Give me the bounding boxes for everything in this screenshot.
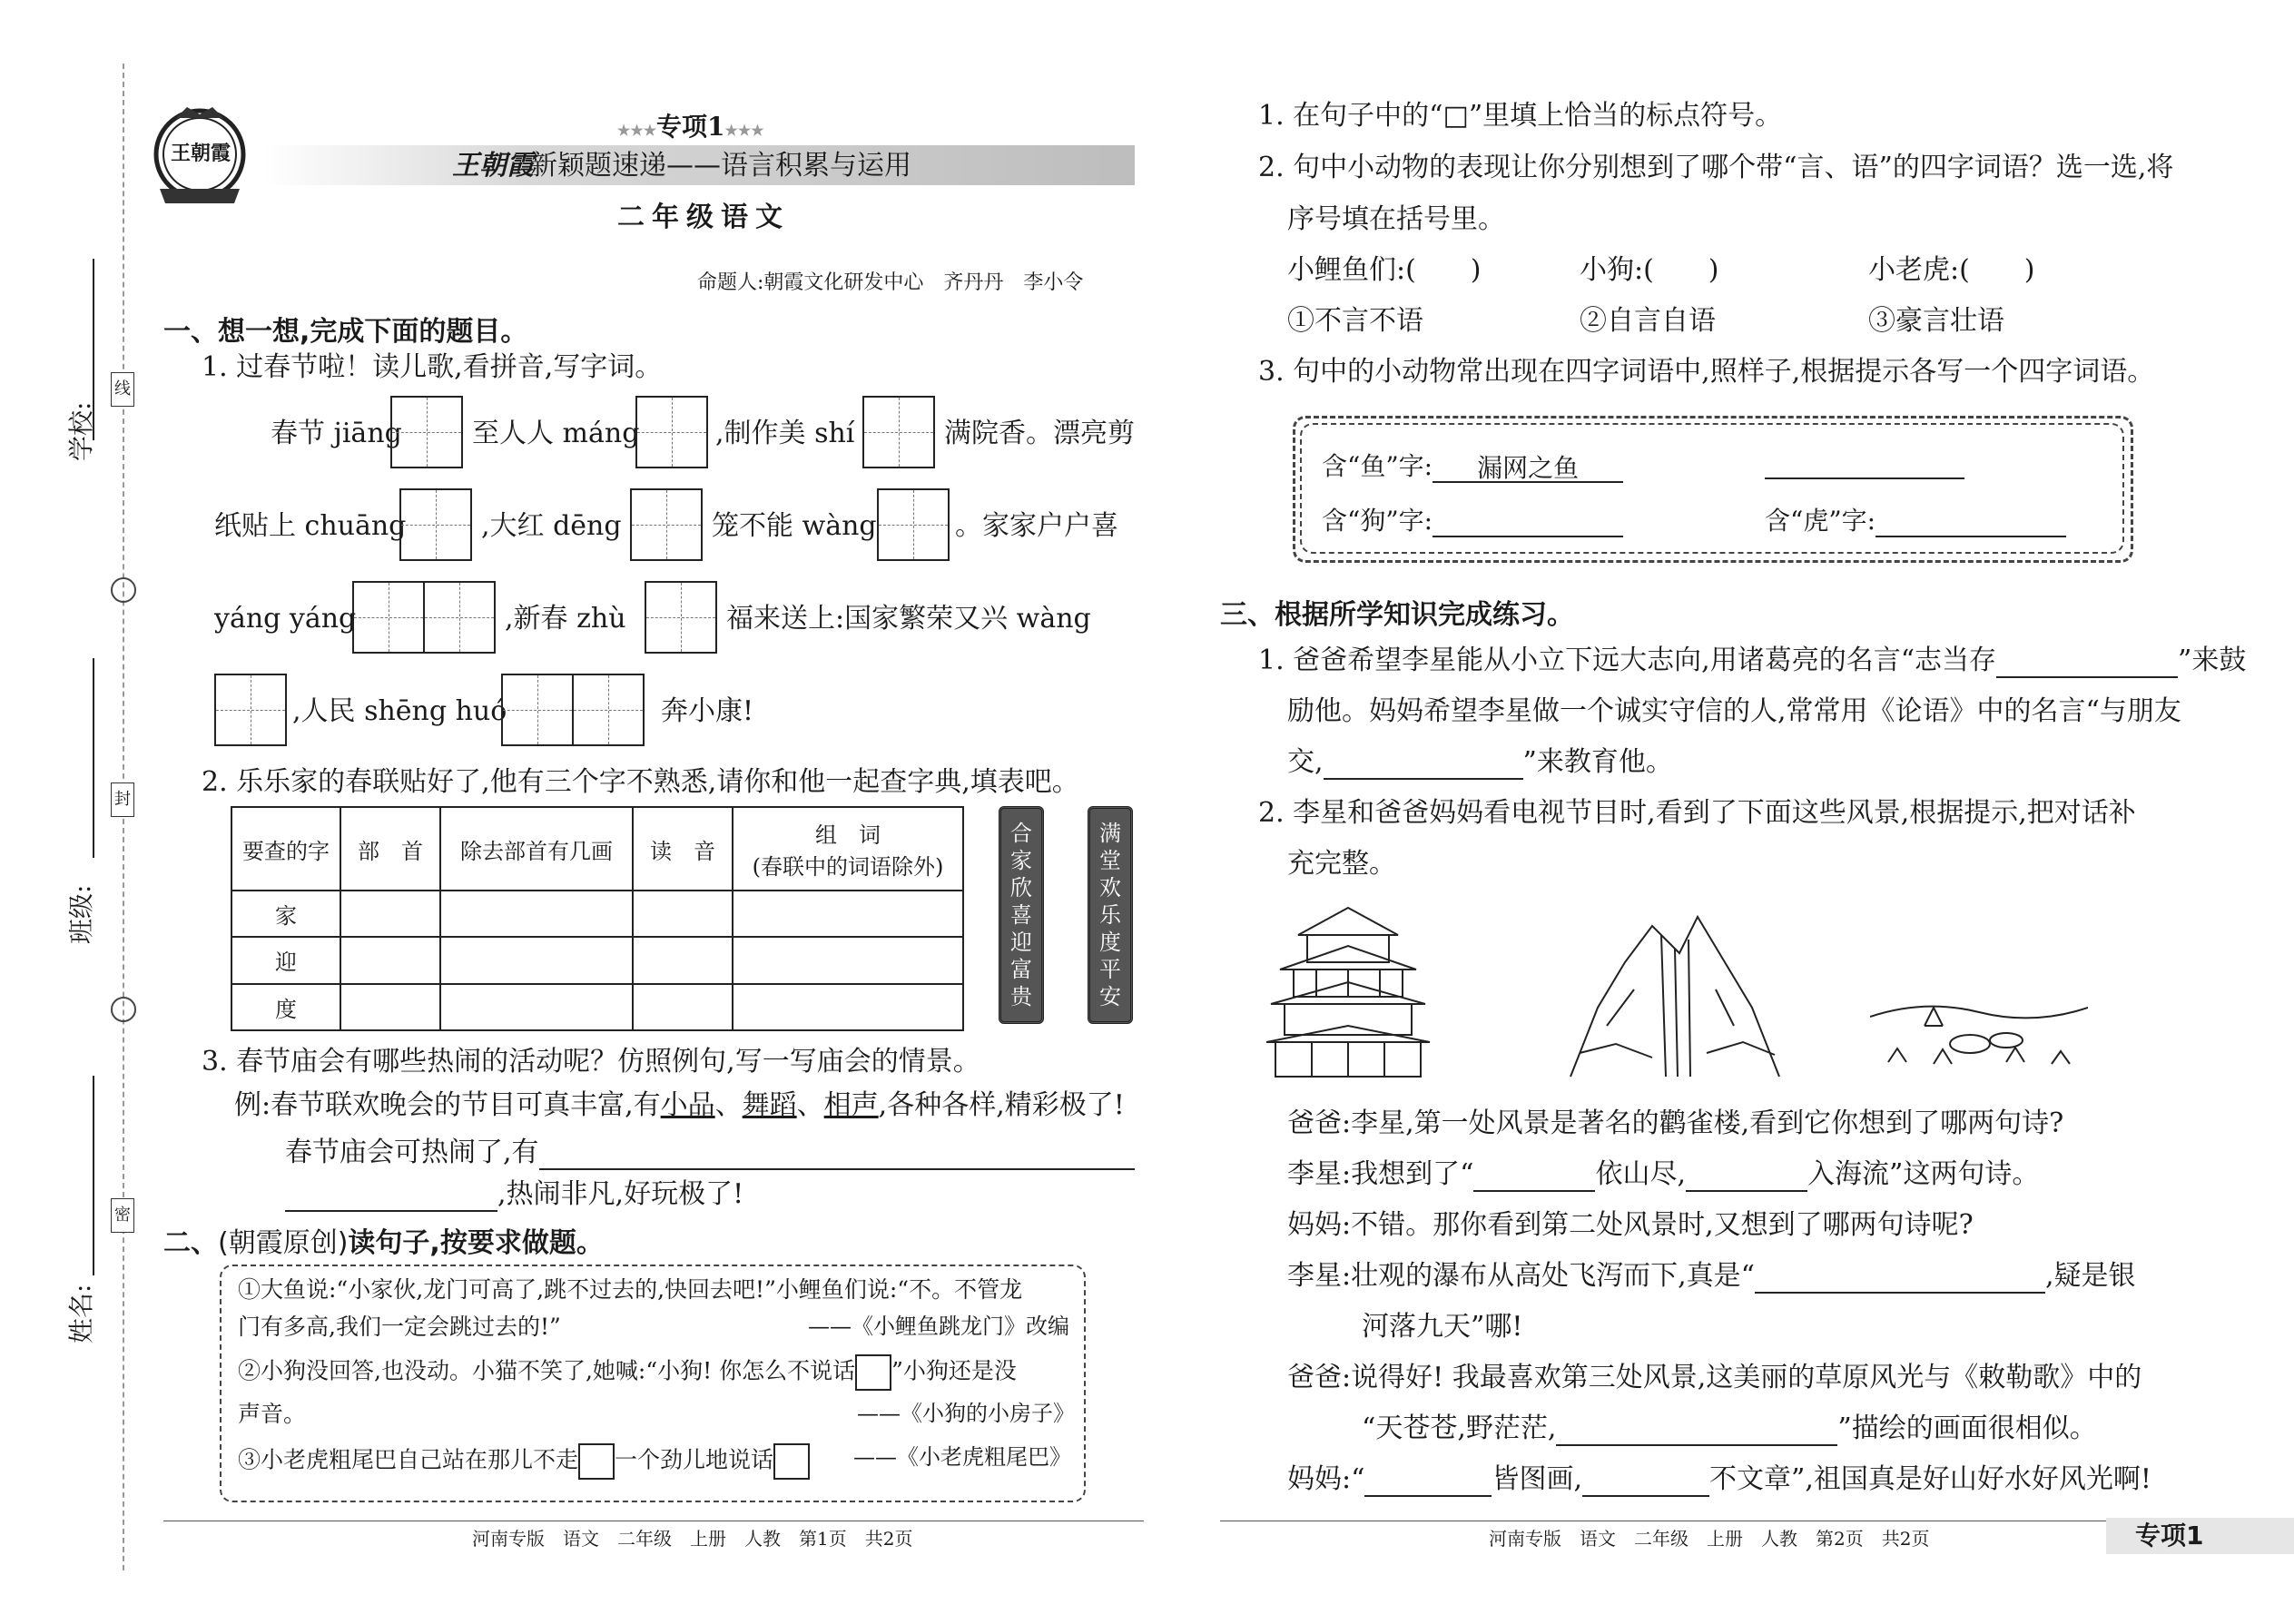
- punctuation-box[interactable]: [578, 1443, 615, 1480]
- fish-example: 漏网之鱼: [1477, 453, 1580, 484]
- answer-box[interactable]: [390, 396, 463, 468]
- q1-r1-text: ,制作美 shí: [715, 418, 855, 449]
- answer-blank[interactable]: [1364, 1466, 1492, 1497]
- s3-q1a: 1. 爸爸希望李星能从小立下远大志向,用诸葛亮的名言“志当存 ”来鼓: [1258, 645, 2247, 676]
- passage-2a: ②小狗没回答,也没动。小猫不笑了,她喊:“小狗! 你怎么不说话 ”小狗还是没: [238, 1354, 1017, 1391]
- dialogue-4: 李星:壮观的瀑布从高处飞泻而下,真是“ ,疑是银: [1287, 1260, 2136, 1292]
- dog-line: 含“狗”字:: [1322, 505, 1623, 537]
- binding-mark-secret: 密: [111, 1198, 134, 1233]
- brand-logo-text: 王朝霞: [171, 142, 231, 165]
- option-2: ②自言自语: [1580, 305, 1716, 337]
- table-cell[interactable]: [633, 891, 733, 937]
- answer-blank[interactable]: [1765, 477, 1964, 479]
- name-label: 姓名:: [66, 1284, 96, 1343]
- answer-box-group: [645, 581, 717, 654]
- s2-q2b: 序号填在括号里。: [1287, 203, 1505, 235]
- answer-blank[interactable]: [539, 1139, 1135, 1170]
- q1-stem: 1. 过春节啦！读儿歌,看拼音,写字词。: [202, 351, 663, 383]
- q3-line1: 春节庙会可热闹了,有: [285, 1135, 1135, 1170]
- q1-r3-text: ,新春 zhù: [505, 603, 626, 635]
- header-brand: 王朝霞: [452, 150, 534, 182]
- star-icon: ★★★: [617, 122, 657, 139]
- passage-2b: 声音。: [238, 1401, 307, 1427]
- table-row: [231, 984, 963, 1030]
- q1-r1-text: 满院香。漂亮剪: [944, 418, 1135, 449]
- answer-box[interactable]: [645, 581, 717, 654]
- dialogue-5b: “天苍苍,野茫茫, ”描绘的画面很相似。: [1362, 1412, 2097, 1444]
- choice-label-carp[interactable]: 小鲤鱼们:( ): [1287, 254, 1482, 286]
- table-cell: 度: [231, 984, 340, 1030]
- answer-box-group: [862, 396, 935, 468]
- passage-2-source: ——《小狗的小房子》: [857, 1401, 1075, 1426]
- binding-mark-line: 线: [111, 372, 134, 407]
- answer-box-group: [399, 488, 472, 561]
- couplet-right: 满 堂 欢 乐 度 平 安: [1088, 806, 1133, 1024]
- answer-box-group: [630, 488, 703, 561]
- table-row: [231, 937, 963, 983]
- answer-blank[interactable]: [1433, 507, 1623, 537]
- table-cell[interactable]: [340, 984, 440, 1030]
- answer-box-group: [501, 674, 645, 746]
- table-cell[interactable]: [633, 937, 733, 983]
- authors: 命题人:朝霞文化研发中心 齐丹丹 李小令: [697, 271, 1084, 294]
- table-cell[interactable]: [733, 937, 963, 983]
- tower-illustration: [1262, 899, 1434, 1080]
- punctuation-box[interactable]: [773, 1443, 810, 1480]
- answer-blank[interactable]: [1582, 1466, 1709, 1497]
- passage-1-source: ——《小鲤鱼跳龙门》改编: [808, 1314, 1069, 1339]
- table-header: 读 音: [633, 807, 733, 891]
- table-cell[interactable]: [440, 937, 633, 983]
- answer-box[interactable]: [399, 488, 472, 561]
- fish-line: 含“鱼”字: 漏网之鱼: [1322, 450, 1623, 483]
- option-3: ③豪言壮语: [1868, 305, 2004, 337]
- q1-r2-text: 纸贴上 chuāng: [214, 510, 407, 542]
- answer-blank[interactable]: [1755, 1263, 2045, 1294]
- choice-label-tiger[interactable]: 小老虎:( ): [1868, 254, 2035, 286]
- q1-r3-text: 福来送上:国家繁荣又兴 wàng: [726, 603, 1091, 635]
- page-title: 新颖题速递——语言积累与运用: [530, 150, 911, 182]
- table-cell[interactable]: [733, 891, 963, 937]
- answer-box-group: [635, 396, 708, 468]
- q1-r2-text: 。家家户户喜: [955, 510, 1118, 542]
- table-cell[interactable]: [440, 984, 633, 1030]
- dialogue-5: 爸爸:说得好! 我最喜欢第三处风景,这美丽的草原风光与《敕勒歌》中的: [1287, 1362, 2142, 1393]
- table-header: 要查的字: [231, 807, 340, 891]
- grassland-illustration: [1870, 962, 2088, 1080]
- answer-box[interactable]: [862, 396, 935, 468]
- table-cell: 迎: [231, 937, 340, 983]
- q3-example: 例:春节联欢晚会的节目可真丰富,有小品、舞蹈、相声,各种各样,精彩极了!: [234, 1089, 1125, 1121]
- q1-r4-text: 奔小康!: [661, 695, 754, 727]
- option-1: ①不言不语: [1287, 305, 1423, 337]
- page-subtitle: 二年级语文: [617, 202, 790, 233]
- answer-blank[interactable]: [1876, 507, 2066, 537]
- answer-box[interactable]: [352, 581, 425, 654]
- s2-q3: 3. 句中的小动物常出现在四字词语中,照样子,根据提示各写一个四字词语。: [1258, 356, 2155, 388]
- dictionary-table: [231, 806, 964, 1031]
- s2-q1: 1. 在句子中的“□”里填上恰当的标点符号。: [1258, 100, 1783, 132]
- binding-dashed-line: [123, 64, 124, 1570]
- binding-rosette-icon: [111, 577, 136, 603]
- dialogue-1: 爸爸:李星,第一处风景是著名的鹳雀楼,看到它你想到了哪两句诗?: [1287, 1107, 2064, 1139]
- s3-q2a: 2. 李星和爸爸妈妈看电视节目时,看到了下面这些风景,根据提示,把对话补: [1258, 797, 2136, 829]
- footer-right: 河南专版 语文 二年级 上册 人教 第2页 共2页: [1489, 1528, 1930, 1550]
- passage-3: ③小老虎粗尾巴自己站在那儿不走 一个劲儿地说话: [238, 1443, 810, 1480]
- q1-r1-text: 春节 jiāng: [271, 418, 402, 449]
- waterfall-illustration: [1561, 899, 1788, 1080]
- answer-box-group: [390, 396, 463, 468]
- series-label: ★★★专项1★★★: [617, 112, 764, 142]
- passage-1b: 门有多高,我们一定会跳过去的!”: [238, 1314, 561, 1340]
- binding-rosette-icon: [111, 997, 136, 1022]
- q1-r2-text: ,大红 dēng: [481, 510, 622, 542]
- answer-blank[interactable]: [1473, 1161, 1595, 1192]
- tiger-line: 含“虎”字:: [1765, 505, 2066, 537]
- section-3-title: 三、根据所学知识完成练习。: [1220, 599, 1574, 631]
- table-cell[interactable]: [340, 937, 440, 983]
- brand-logo: [153, 102, 247, 209]
- table-cell: 家: [231, 891, 340, 937]
- school-label: 学校:: [66, 401, 96, 461]
- table-header: 部 首: [340, 807, 440, 891]
- answer-blank[interactable]: [1324, 749, 1523, 780]
- table-header: 除去部首有几画: [440, 807, 633, 891]
- answer-box-group: [877, 488, 950, 561]
- passage-3-source: ——《小老虎粗尾巴》: [853, 1444, 1071, 1470]
- dialogue-4b: 河落九天”哪!: [1362, 1311, 1523, 1343]
- table-cell[interactable]: [340, 891, 440, 937]
- answer-box[interactable]: [630, 488, 703, 561]
- choice-label-dog[interactable]: 小狗:( ): [1580, 254, 1719, 286]
- table-cell[interactable]: [733, 984, 963, 1030]
- table-row: [231, 891, 963, 937]
- dialogue-6: 妈妈:“ 皆图画, 不文章”,祖国真是好山好水好风光啊!: [1287, 1463, 2151, 1495]
- table-cell[interactable]: [440, 891, 633, 937]
- answer-blank[interactable]: [1686, 1161, 1807, 1192]
- section-1-title: 一、想一想,完成下面的题目。: [163, 316, 528, 348]
- name-field[interactable]: [93, 1076, 94, 1275]
- footer-tag: 专项1: [2135, 1521, 2204, 1550]
- passage-1a: ①大鱼说:“小家伙,龙门可高了,跳不过去的,快回去吧!”小鲤鱼们说:“不。不管龙: [238, 1276, 1023, 1303]
- q2-stem: 2. 乐乐家的春联贴好了,他有三个字不熟悉,请你和他一起查字典,填表吧。: [202, 766, 1079, 798]
- answer-box[interactable]: [501, 674, 574, 746]
- q1-r4-text: ,人民 shēng huó: [292, 695, 507, 727]
- q1-r2-text: 笼不能 wàng: [712, 510, 877, 542]
- answer-box[interactable]: [423, 581, 496, 654]
- s2-q2a: 2. 句中小动物的表现让你分别想到了哪个带“言、语”的四字词语？选一选,将: [1258, 152, 2174, 183]
- s3-q1c: 交, ”来教育他。: [1287, 746, 1673, 778]
- q1-r3-text: yáng yáng: [214, 603, 357, 635]
- answer-box[interactable]: [572, 674, 645, 746]
- q3-stem: 3. 春节庙会有哪些热闹的活动呢？仿照例句,写一写庙会的情景。: [202, 1046, 980, 1078]
- couplet-left: 合 家 欣 喜 迎 富 贵: [999, 806, 1044, 1024]
- class-label: 班级:: [66, 884, 96, 944]
- s3-q2b: 充完整。: [1287, 848, 1396, 880]
- footer-left: 河南专版 语文 二年级 上册 人教 第1页 共2页: [472, 1528, 913, 1550]
- star-icon: ★★★: [724, 122, 764, 139]
- section-2-title: 二、(朝霞原创)读句子,按要求做题。: [163, 1227, 604, 1259]
- answer-box-group: [214, 674, 287, 746]
- q3-line2: ,热闹非凡,好玩极了!: [285, 1176, 743, 1212]
- answer-blank[interactable]: [1996, 647, 2178, 678]
- class-field[interactable]: [93, 658, 94, 858]
- answer-blank[interactable]: [285, 1181, 497, 1212]
- answer-box[interactable]: [214, 674, 287, 746]
- school-field[interactable]: [93, 259, 94, 440]
- answer-box[interactable]: [635, 396, 708, 468]
- table-header: 组 词 (春联中的词语除外): [733, 807, 963, 891]
- answer-box-group: [352, 581, 496, 654]
- answer-box[interactable]: [877, 488, 950, 561]
- binding-mark-seal: 封: [111, 782, 134, 817]
- punctuation-box[interactable]: [855, 1354, 891, 1391]
- dialogue-3: 妈妈:不错。那你看到第二处风景时,又想到了哪两句诗呢?: [1287, 1209, 1974, 1241]
- s3-q1b: 励他。妈妈希望李星做一个诚实守信的人,常常用《论语》中的名言“与朋友: [1287, 695, 2181, 727]
- answer-blank[interactable]: [1556, 1415, 1837, 1446]
- dialogue-2: 李星:我想到了“ 依山尽, 入海流”这两句诗。: [1287, 1158, 2040, 1190]
- q1-r1-text: 至人人 máng: [472, 418, 640, 449]
- table-cell[interactable]: [633, 984, 733, 1030]
